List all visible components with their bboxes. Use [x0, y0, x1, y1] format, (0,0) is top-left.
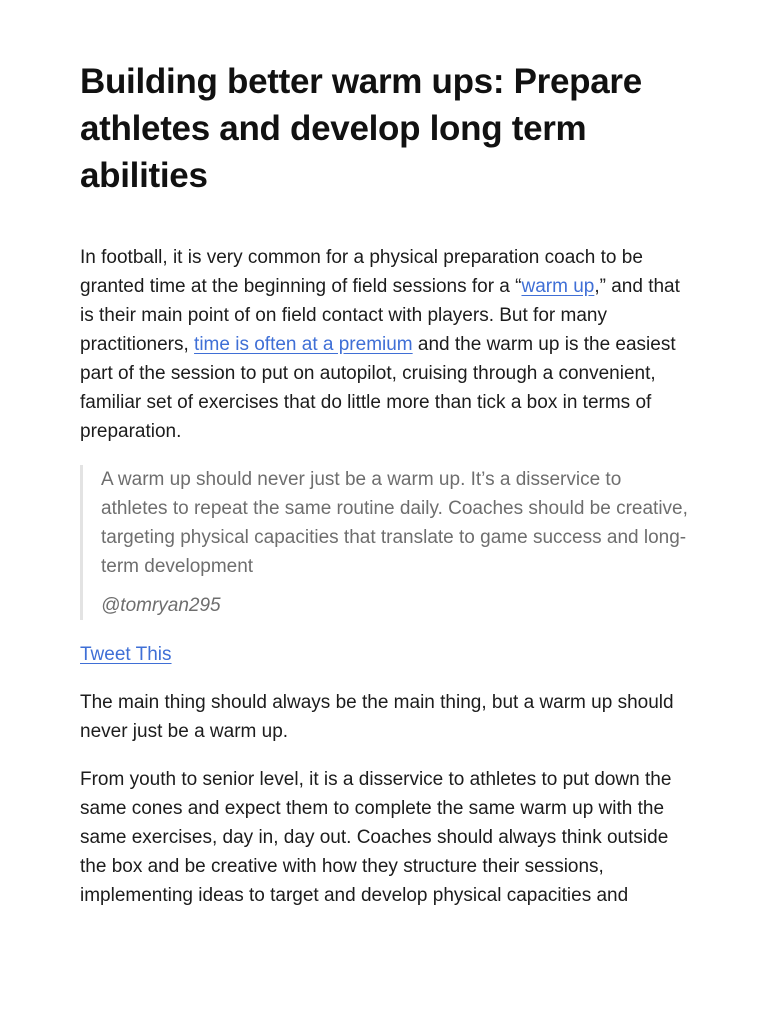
pull-quote — [80, 465, 690, 620]
quote-author: @tomryan295 — [101, 595, 221, 616]
time-premium-link[interactable]: time is often at a premium — [194, 334, 413, 355]
intro-text-2: ,” and that is their main point of on field contact with players. But for many practitioners, — [80, 276, 680, 355]
tweet-this-row — [80, 640, 690, 669]
warm-up-link[interactable]: warm up — [521, 276, 595, 297]
quote-text: A warm up should never just be a warm up. It’s a disservice to athletes to repeat the same routine daily. Coaches should be creative, targeting physical capacities that translate to game success and long-term development — [101, 469, 688, 577]
paragraph-main-thing: The main thing should always be the main thing, but a warm up should never just be a warm up. — [80, 692, 674, 742]
paragraph-youth-senior: From youth to senior level, it is a disservice to athletes to put down the same cones and expect them to complete the same warm up with the same exercises, day in, day out. Coaches should always think outside the box and be creative with how they structure their sessions, implementing ideas to target and develop physical capacities and — [80, 769, 672, 906]
article — [80, 58, 690, 929]
article-title: Building better warm ups: Prepare athletes and develop long term abilities — [80, 62, 642, 195]
intro-paragraph — [80, 243, 690, 446]
intro-text-3: and the warm up is the easiest part of the session to put on autopilot, cruising through a convenient, familiar set of exercises that do little more than tick a box in terms of preparation. — [80, 334, 676, 442]
intro-text-1: In football, it is very common for a physical preparation coach to be granted time at the beginning of field sessions for a “ — [80, 247, 643, 297]
tweet-this-link[interactable]: Tweet This — [80, 644, 172, 665]
